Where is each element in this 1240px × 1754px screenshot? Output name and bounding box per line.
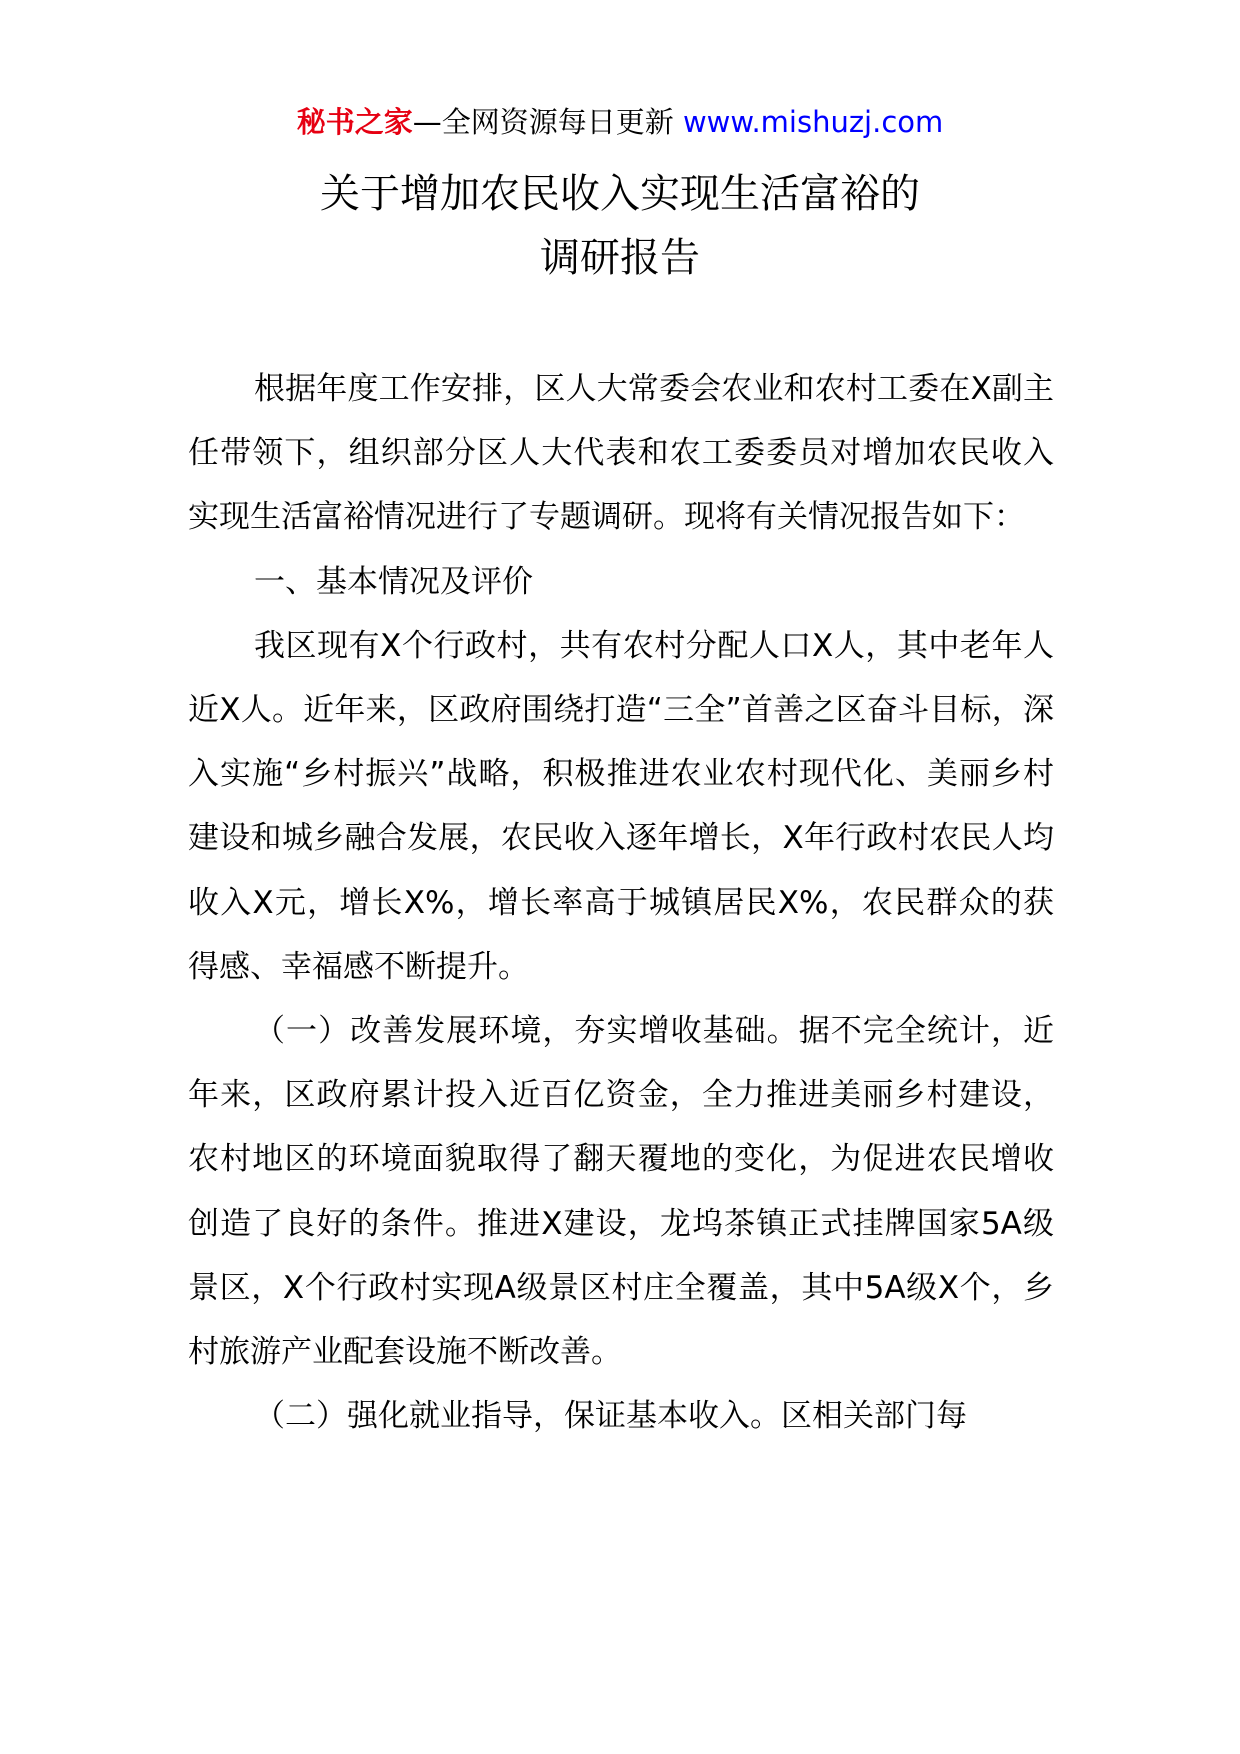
header-tagline: —全网资源每日更新 — [412, 105, 674, 139]
document-title-line-2: 调研报告 — [540, 235, 700, 281]
site-url-link[interactable]: www.mishuzj.com — [682, 105, 944, 139]
document-body — [188, 357, 1054, 1448]
brand-name: 秘书之家 — [296, 105, 413, 139]
document-title-line-1: 关于增加农民收入实现生活富裕的 — [320, 171, 920, 217]
body-paragraph: 我区现有X个行政村，共有农村分配人口X人，其中老年人近X人。近年来，区政府围绕打造“三全”首善之区奋斗目标，深入实施“乡村振兴”战略，积极推进农业农村现代化、美丽乡村建设和城乡融合发展，农民收入逐年增长，X年行政村农民人均收入X元，增长X%，增长率高于城镇居民X%，农民群众的获得感、幸福感不断提升。 — [188, 627, 1054, 985]
section-heading: 一、基本情况及评价 — [254, 563, 533, 600]
body-paragraph: （一）改善发展环境，夯实增收基础。据不完全统计，近年来，区政府累计投入近百亿资金，全力推进美丽乡村建设，农村地区的环境面貌取得了翻天覆地的变化，为促进农民增收创造了良好的条件。推进X建设，龙坞茶镇正式挂牌国家5A级景区，X个行政村实现A级景区村庄全覆盖，其中5A级X个，乡村旅游产业配套设施不断改善。 — [188, 1013, 1054, 1371]
intro-paragraph: 根据年度工作安排，区人大常委会农业和农村工委在X副主任带领下，组织部分区人大代表和农工委委员对增加农民收入实现生活富裕情况进行了专题调研。现将有关情况报告如下： — [188, 371, 1054, 536]
site-header — [0, 102, 1240, 142]
body-paragraph: （二）强化就业指导，保证基本收入。区相关部门每 — [254, 1398, 967, 1435]
